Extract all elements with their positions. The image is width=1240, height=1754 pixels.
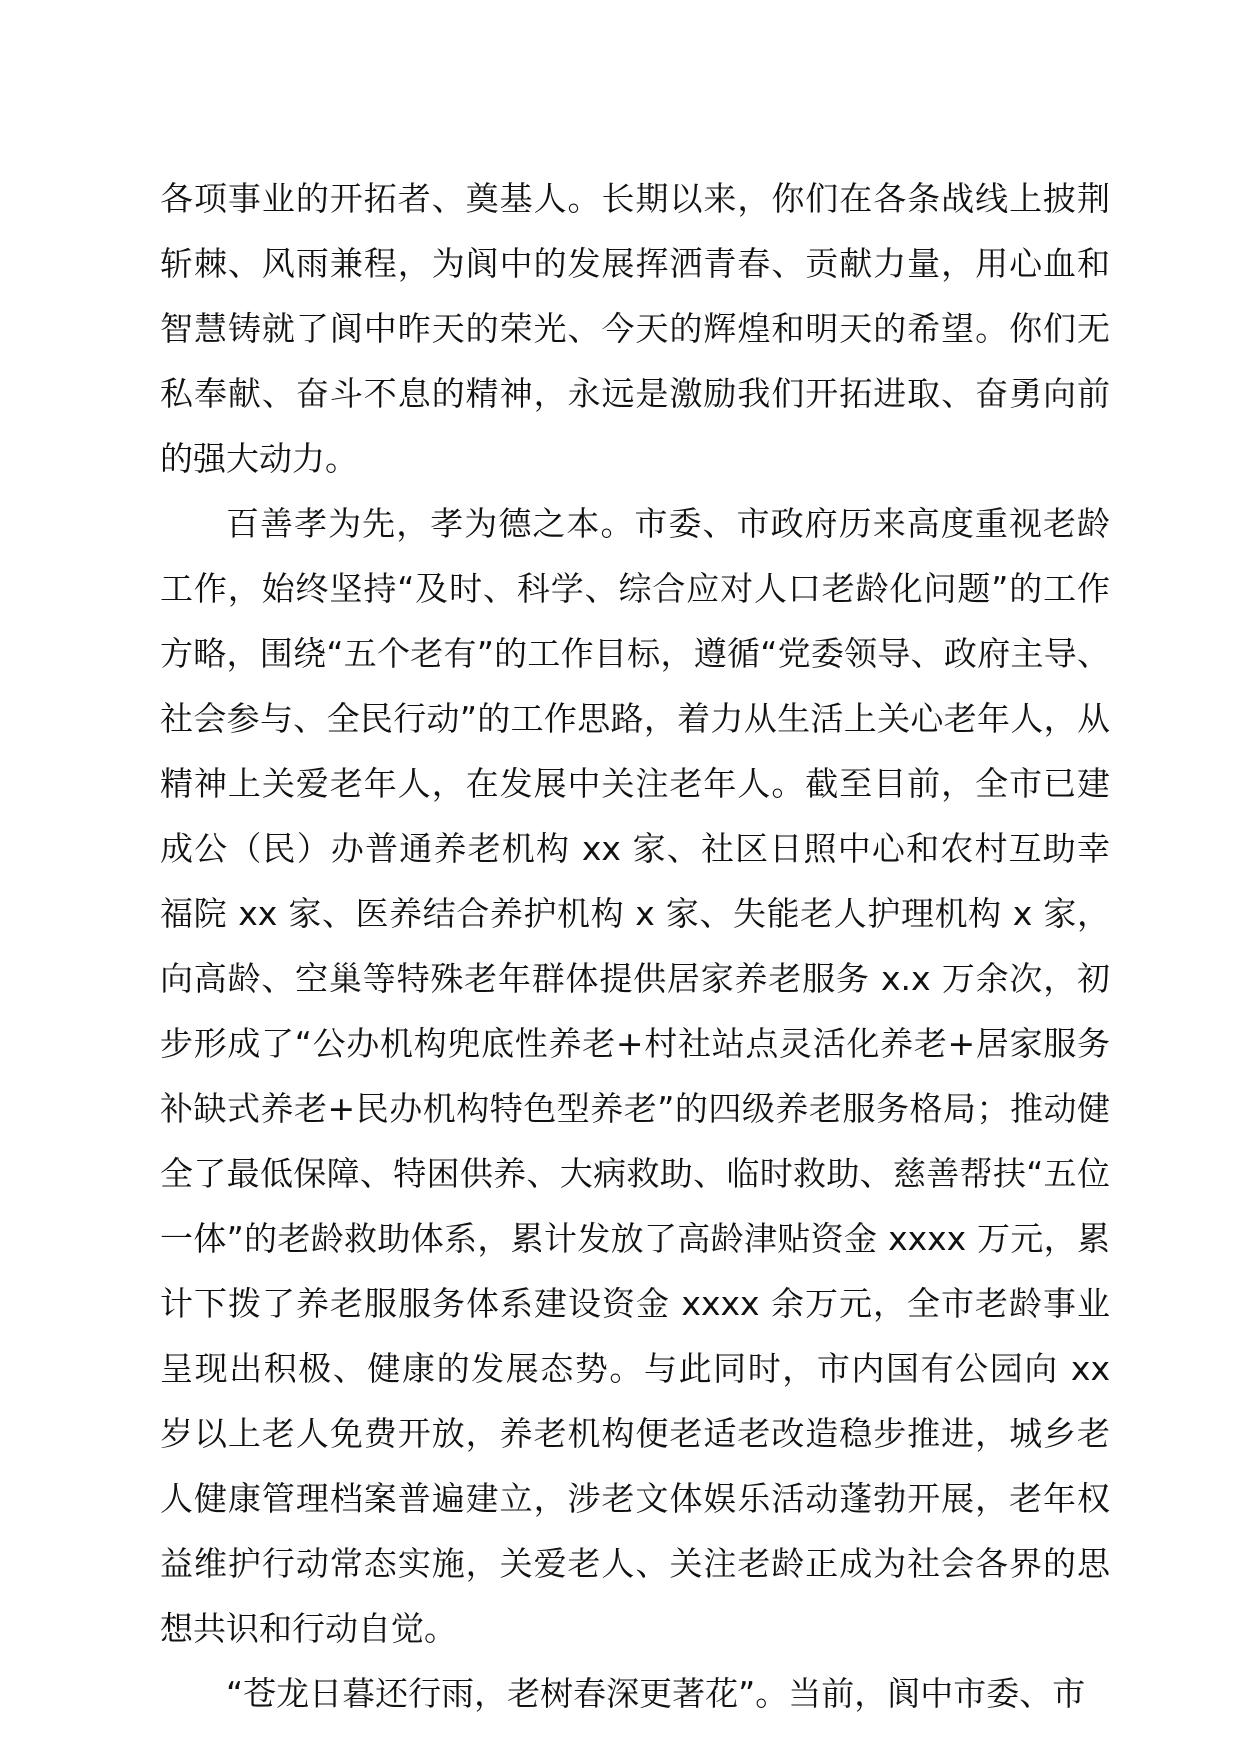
paragraph-1: 各项事业的开拓者、奠基人。长期以来，你们在各条战线上披荆斩棘、风雨兼程，为阆中的发展挥洒青春、贡献力量，用心血和智慧铸就了阆中昨天的荣光、今天的辉煌和明天的希望。你们无私奉献、奋斗不息的精神，永远是激励我们开拓进取、奋勇向前的强大动力。 xyxy=(160,179,1110,478)
paragraph-3: “苍龙日暮还行雨，老树春深更著花”。当前，阆中市委、市 xyxy=(226,1674,1086,1713)
document-body xyxy=(160,166,1110,1726)
paragraph-2: 百善孝为先，孝为德之本。市委、市政府历来高度重视老龄工作，始终坚持“及时、科学、综合应对人口老龄化问题”的工作方略，围绕“五个老有”的工作目标，遵循“党委领导、政府主导、社会参与、全民行动”的工作思路，着力从生活上关心老年人，从精神上关爱老年人，在发展中关注老年人。截至目前，全市已建成公（民）办普通养老机构 xx 家、社区日照中心和农村互助幸福院 xx 家、医养结合养护机构 x 家、失能老人护理机构 x 家，向高龄、空巢等特殊老年群体提供居家养老服务 x.x 万余次，初步形成了“公办机构兜底性养老+村社站点灵活化养老+居家服务补缺式养老+民办机构特色型养老”的四级养老服务格局；推动健全了最低保障、特困供养、大病救助、临时救助、慈善帮扶“五位一体”的老龄救助体系，累计发放了高龄津贴资金 xxxx 万元，累计下拨了养老服服务体系建设资金 xxxx 余万元，全市老龄事业呈现出积极、健康的发展态势。与此同时，市内国有公园向 xx 岁以上老人免费开放，养老机构便老适老改造稳步推进，城乡老人健康管理档案普遍建立，涉老文体娱乐活动蓬勃开展，老年权益维护行动常态实施，关爱老人、关注老龄正成为社会各界的思想共识和行动自觉。 xyxy=(160,504,1110,1648)
